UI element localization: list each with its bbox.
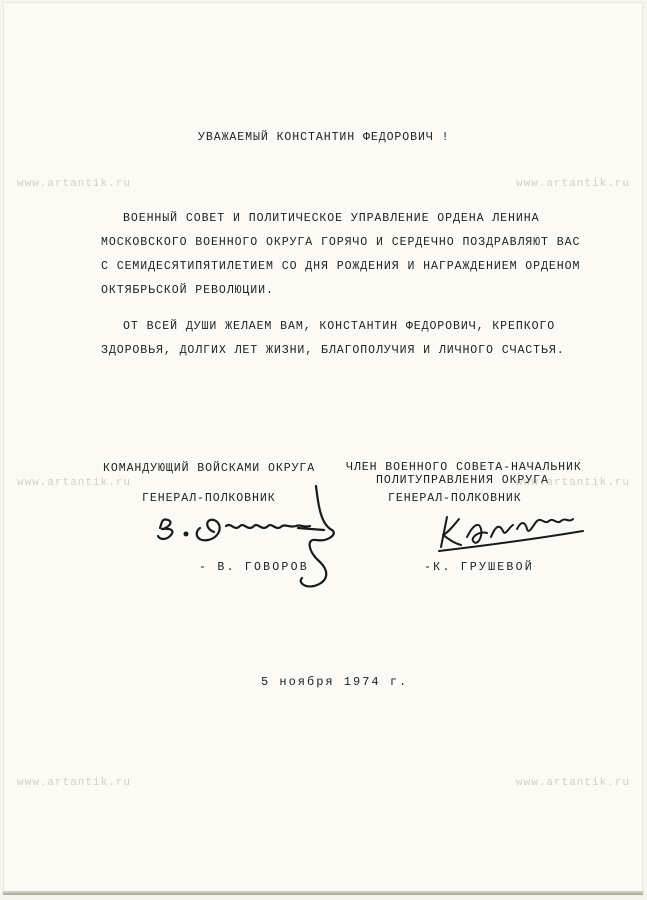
right-signatory-rank: ГЕНЕРАЛ-ПОЛКОВНИК bbox=[388, 492, 522, 505]
paragraph2-line: ЗДОРОВЬЯ, ДОЛГИХ ЛЕТ ЖИЗНИ, БЛАГОПОЛУЧИЯ И ЛИЧНОГО СЧАСТЬЯ. bbox=[101, 344, 565, 357]
paragraph1-line: ОКТЯБРЬСКОЙ РЕВОЛЮЦИИ. bbox=[101, 284, 274, 297]
left-signatory-role: КОМАНДУЮЩИЙ ВОЙСКАМИ ОКРУГА bbox=[103, 462, 316, 475]
paragraph2-line: ОТ ВСЕЙ ДУШИ ЖЕЛАЕМ ВАМ, КОНСТАНТИН ФЕДОРОВИЧ, КРЕПКОГО bbox=[123, 320, 556, 333]
watermark-text: www.artantik.ru bbox=[17, 178, 132, 190]
watermark-text: www.artantik.ru bbox=[516, 477, 631, 489]
right-signatory-role: ЧЛЕН ВОЕННОГО СОВЕТА-НАЧАЛЬНИК bbox=[346, 461, 582, 474]
paragraph1-line: ВОЕННЫЙ СОВЕТ И ПОЛИТИЧЕСКОЕ УПРАВЛЕНИЕ ОРДЕНА ЛЕНИНА bbox=[123, 212, 540, 225]
watermark-text: www.artantik.ru bbox=[17, 477, 132, 489]
right-signature bbox=[433, 507, 603, 567]
left-signatory-rank: ГЕНЕРАЛ-ПОЛКОВНИК bbox=[142, 492, 276, 505]
watermark-text: www.artantik.ru bbox=[516, 178, 631, 190]
page-edge bbox=[3, 891, 643, 895]
letter-date: 5 ноября 1974 г. bbox=[261, 675, 409, 689]
letter-page bbox=[3, 2, 643, 895]
right-signatory-role: ПОЛИТУПРАВЛЕНИЯ ОКРУГА bbox=[376, 474, 549, 487]
watermark-text: www.artantik.ru bbox=[516, 777, 631, 789]
right-signatory-name: -К. ГРУШЕВОЙ bbox=[424, 561, 534, 574]
watermark-text: www.artantik.ru bbox=[17, 777, 132, 789]
salutation: УВАЖАЕМЫЙ КОНСТАНТИН ФЕДОРОВИЧ ! bbox=[198, 131, 450, 144]
paragraph1-line: МОСКОВСКОГО ВОЕННОГО ОКРУГА ГОРЯЧО И СЕРДЕЧНО ПОЗДРАВЛЯЮТ ВАС bbox=[101, 236, 581, 249]
paragraph1-line: С СЕМИДЕСЯТИПЯТИЛЕТИЕМ СО ДНЯ РОЖДЕНИЯ И НАГРАЖДЕНИЕМ ОРДЕНОМ bbox=[101, 260, 581, 273]
left-signatory-name: - В. ГОВОРОВ bbox=[199, 561, 309, 574]
